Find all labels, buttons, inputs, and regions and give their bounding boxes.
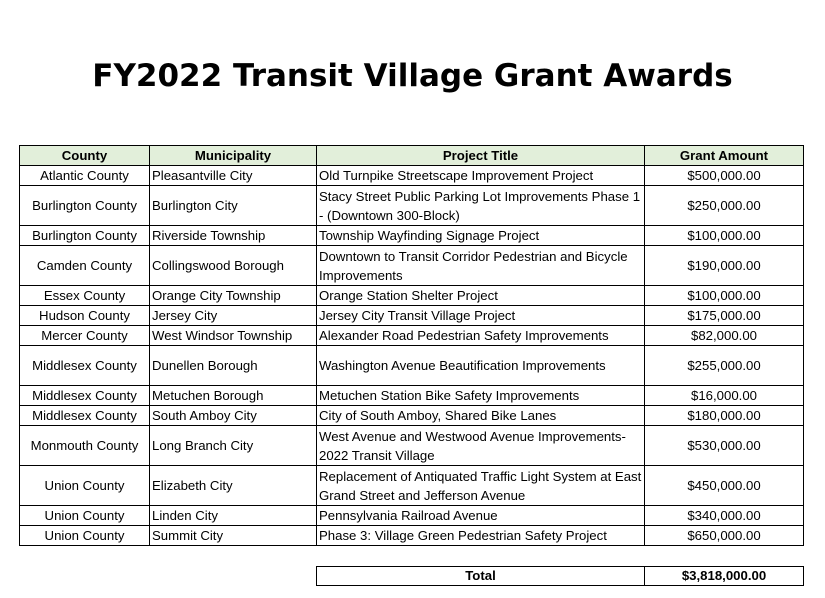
project-title-cell: Metuchen Station Bike Safety Improvements (317, 386, 645, 406)
project-title-cell: Downtown to Transit Corridor Pedestrian and Bicycle Improvements (317, 246, 645, 286)
county-cell: Union County (20, 506, 150, 526)
table-row (20, 426, 804, 466)
county-cell: Middlesex County (20, 406, 150, 426)
table-row (20, 246, 804, 286)
table-row (20, 326, 804, 346)
grant-amount-cell: $450,000.00 (645, 466, 804, 506)
project-title-cell: Phase 3: Village Green Pedestrian Safety Project (317, 526, 645, 546)
county-cell: Camden County (20, 246, 150, 286)
project-title-cell: Washington Avenue Beautification Improvements (317, 346, 645, 386)
municipality-cell: South Amboy City (150, 406, 317, 426)
project-title-cell: Township Wayfinding Signage Project (317, 226, 645, 246)
municipality-cell: Elizabeth City (150, 466, 317, 506)
grant-amount-cell: $190,000.00 (645, 246, 804, 286)
page-title: FY2022 Transit Village Grant Awards (92, 58, 733, 94)
county-cell: Union County (20, 526, 150, 546)
municipality-cell: Burlington City (150, 186, 317, 226)
county-cell: Burlington County (20, 226, 150, 246)
project-title-cell: City of South Amboy, Shared Bike Lanes (317, 406, 645, 426)
table-row (20, 186, 804, 226)
grant-amount-cell: $250,000.00 (645, 186, 804, 226)
municipality-cell: Jersey City (150, 306, 317, 326)
municipality-cell: Dunellen Borough (150, 346, 317, 386)
grant-amount-cell: $82,000.00 (645, 326, 804, 346)
municipality-cell: Collingswood Borough (150, 246, 317, 286)
grant-amount-cell: $175,000.00 (645, 306, 804, 326)
county-cell: Middlesex County (20, 346, 150, 386)
grant-amount-cell: $530,000.00 (645, 426, 804, 466)
grant-amount-cell: $255,000.00 (645, 346, 804, 386)
grant-amount-cell: $100,000.00 (645, 226, 804, 246)
table-row (20, 386, 804, 406)
total-table (316, 566, 804, 586)
total-amount: $3,818,000.00 (645, 567, 804, 586)
municipality-cell: Pleasantville City (150, 166, 317, 186)
project-title-cell: Orange Station Shelter Project (317, 286, 645, 306)
project-title-cell: Replacement of Antiquated Traffic Light System at East Grand Street and Jefferson Avenue (317, 466, 645, 506)
column-header-county: County (20, 146, 150, 166)
grant-amount-cell: $180,000.00 (645, 406, 804, 426)
municipality-cell: Linden City (150, 506, 317, 526)
project-title-cell: Old Turnpike Streetscape Improvement Project (317, 166, 645, 186)
county-cell: Middlesex County (20, 386, 150, 406)
grant-amount-cell: $100,000.00 (645, 286, 804, 306)
grant-amount-cell: $340,000.00 (645, 506, 804, 526)
project-title-cell: Pennsylvania Railroad Avenue (317, 506, 645, 526)
municipality-cell: Metuchen Borough (150, 386, 317, 406)
county-cell: Monmouth County (20, 426, 150, 466)
municipality-cell: West Windsor Township (150, 326, 317, 346)
county-cell: Atlantic County (20, 166, 150, 186)
municipality-cell: Long Branch City (150, 426, 317, 466)
table-row (20, 306, 804, 326)
table-row (20, 506, 804, 526)
county-cell: Essex County (20, 286, 150, 306)
project-title-cell: West Avenue and Westwood Avenue Improvements- 2022 Transit Village (317, 426, 645, 466)
project-title-cell: Stacy Street Public Parking Lot Improvements Phase 1 - (Downtown 300-Block) (317, 186, 645, 226)
county-cell: Mercer County (20, 326, 150, 346)
municipality-cell: Riverside Township (150, 226, 317, 246)
table-row (20, 526, 804, 546)
municipality-cell: Orange City Township (150, 286, 317, 306)
county-cell: Hudson County (20, 306, 150, 326)
total-row (317, 567, 804, 586)
grant-amount-cell: $500,000.00 (645, 166, 804, 186)
county-cell: Union County (20, 466, 150, 506)
grant-amount-cell: $650,000.00 (645, 526, 804, 546)
column-header-grant-amount: Grant Amount (645, 146, 804, 166)
county-cell: Burlington County (20, 186, 150, 226)
table-row (20, 346, 804, 386)
table-row (20, 466, 804, 506)
project-title-cell: Jersey City Transit Village Project (317, 306, 645, 326)
table-row (20, 226, 804, 246)
table-row (20, 286, 804, 306)
grant-awards-table (19, 145, 804, 546)
table-row (20, 406, 804, 426)
column-header-municipality: Municipality (150, 146, 317, 166)
column-header-project-title: Project Title (317, 146, 645, 166)
municipality-cell: Summit City (150, 526, 317, 546)
total-label: Total (317, 567, 645, 586)
grant-amount-cell: $16,000.00 (645, 386, 804, 406)
table-header-row (20, 146, 804, 166)
table-row (20, 166, 804, 186)
project-title-cell: Alexander Road Pedestrian Safety Improvements (317, 326, 645, 346)
